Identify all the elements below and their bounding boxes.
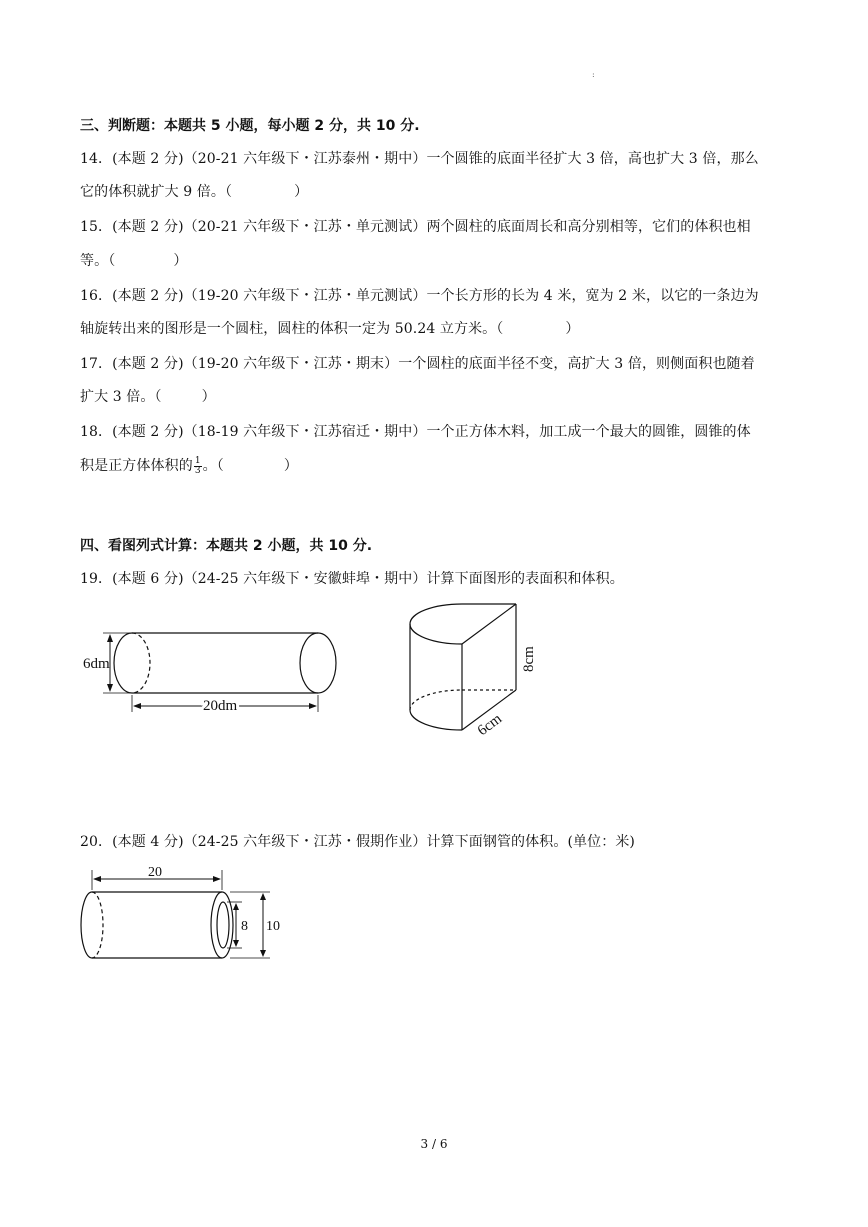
pipe-left-end-back [92,892,103,958]
q18-line2-post: 。（ [202,458,224,474]
q17-line2 [80,386,216,406]
outer-diameter-label: 10 [266,919,280,934]
q18-line2 [80,455,298,476]
pipe-left-end-front [81,892,92,958]
outer-arrow-top [260,893,266,900]
height-label: 8cm [521,646,537,672]
cylinder-left-end-back [132,633,150,693]
cylinder-figure [83,620,355,720]
pipe-length-arrow-right [213,876,221,882]
q19-text: 19．(本题 6 分)（24-25 六年级下・安徽蚌埠・期中）计算下面图形的表面积和体积。 [80,571,624,587]
q17-close: ） [201,389,216,405]
q14-close: ） [294,184,309,200]
half-cylinder-bottom-arc-hidden [410,690,462,710]
q18-close: ） [283,458,298,474]
q17-line1: 17．(本题 2 分)（19-20 六年级下・江苏・期末）一个圆柱的底面半径不变，高扩大 3 倍，则侧面积也随着 [80,356,755,372]
q16-line1: 16．(本题 2 分)（19-20 六年级下・江苏・单元测试）一个长方形的长为 4 米，宽为 2 米，以它的一条边为 [80,288,759,304]
diameter-arrow-bottom [107,684,113,692]
length-label: 20dm [203,698,238,714]
length-arrow-right [309,703,317,709]
inner-arrow-bottom [233,940,239,947]
q15-line1: 15．(本题 2 分)（20-21 六年级下・江苏・单元测试）两个圆柱的底面周长和高分别相等，它们的体积也相 [80,219,751,235]
section4-heading: 四、看图列式计算：本题共 2 小题，共 10 分. [80,538,373,554]
diameter-label: 6dm [83,656,110,672]
cylinder-left-end-front [114,633,132,693]
q14-line2-text: 它的体积就扩大 9 倍。（ [80,184,233,200]
page-number: 3 / 6 [420,1137,448,1151]
q17-line2-text: 扩大 3 倍。（ [80,389,162,405]
cylinder-right-end [300,633,336,693]
fraction-numerator: 1 [194,455,201,466]
radius-label: 6cm [474,710,506,740]
q16-close: ） [565,321,580,337]
pipe-length-label: 20 [148,865,162,880]
q20-text: 20．(本题 4 分)（24-25 六年级下・江苏・假期作业）计算下面钢管的体积。(单位：米) [80,834,635,850]
steel-pipe-figure [70,862,290,972]
corner-mark: : [592,70,595,79]
one-third-fraction [194,457,202,476]
q18-line1: 18．(本题 2 分)（18-19 六年级下・江苏宿迁・期中）一个正方体木料，加工成一个最大的圆锥，圆锥的体 [80,424,751,440]
q15-line2-text: 等。（ [80,253,116,269]
fraction-denominator: 3 [194,465,201,476]
q16-line2-text: 轴旋转出来的图形是一个圆柱，圆柱的体积一定为 50.24 立方米。（ [80,321,504,337]
pipe-length-arrow-left [93,876,101,882]
length-arrow-left [133,703,141,709]
pipe-inner-ring [217,902,229,948]
diameter-arrow-top [107,634,113,642]
half-cylinder-figure [400,595,560,745]
q15-line2 [80,250,187,270]
half-cylinder-top-front-edge [462,604,516,644]
inner-arrow-top [233,903,239,910]
q14-line2 [80,181,308,201]
q18-line2-text: 积是正方体体积的 [80,458,193,474]
half-cylinder-top-arc [410,604,462,644]
q15-close: ） [173,253,188,269]
q16-line2 [80,318,580,338]
outer-arrow-bottom [260,950,266,957]
section3-heading: 三、判断题：本题共 5 小题，每小题 2 分，共 10 分. [80,118,420,134]
q14-line1: 14．(本题 2 分)（20-21 六年级下・江苏泰州・期中）一个圆锥的底面半径扩大 3 倍，高也扩大 3 倍，那么 [80,151,759,167]
inner-diameter-label: 8 [241,919,248,934]
half-cylinder-bottom-arc-visible [410,710,462,730]
